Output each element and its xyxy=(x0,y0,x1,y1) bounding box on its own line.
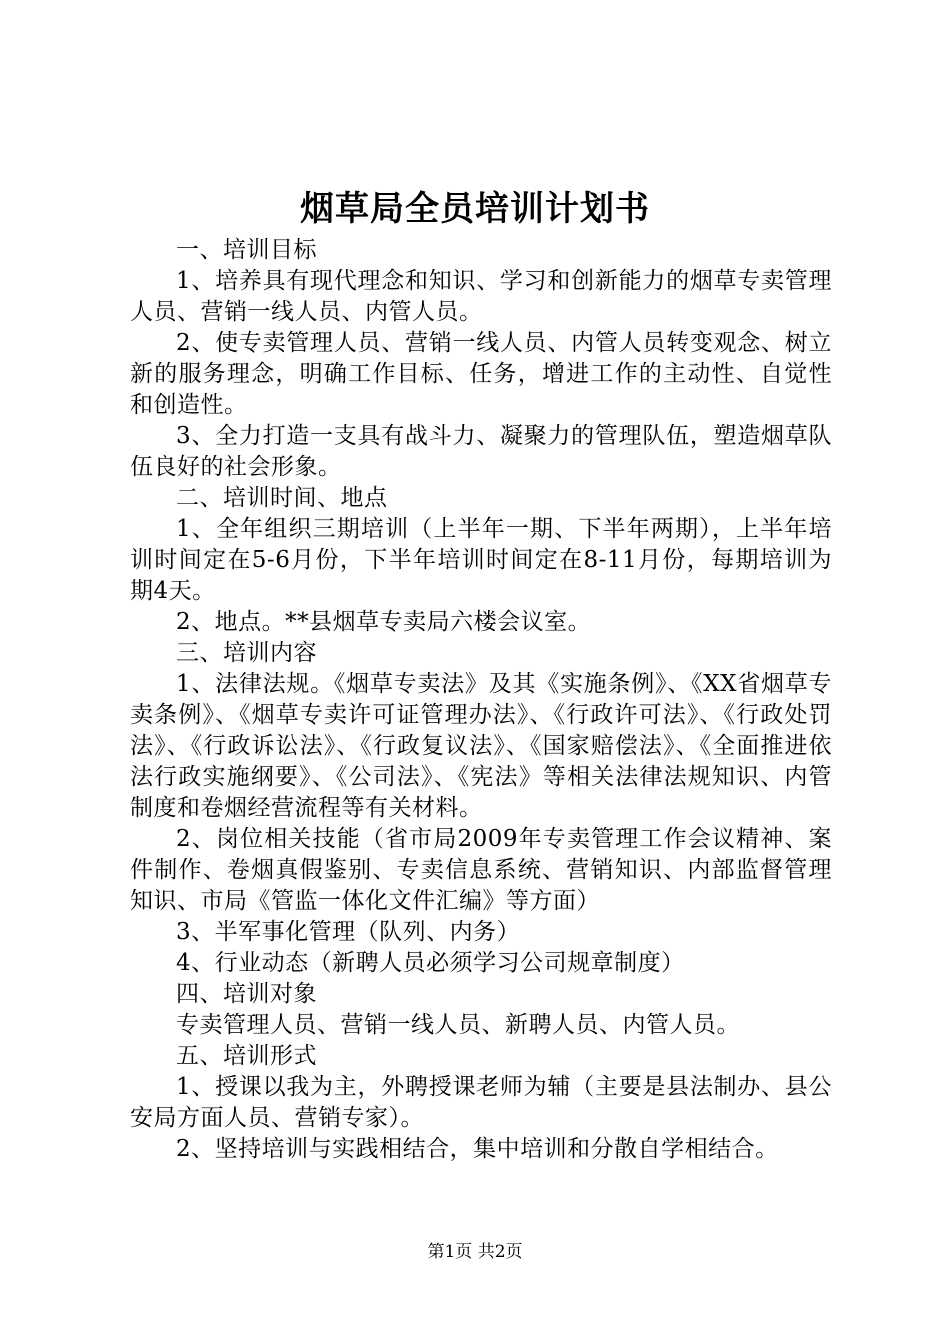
page-number-footer: 第1页 共2页 xyxy=(427,1242,523,1262)
paragraph: 专卖管理人员、营销一线人员、新聘人员、内管人员。 xyxy=(176,1012,740,1038)
section-heading-content: 三、培训内容 xyxy=(176,640,317,666)
document-body xyxy=(130,235,832,1165)
paragraph: 2、使专卖管理人员、营销一线人员、内管人员转变观念、树立新的服务理念，明确工作目标、任务，增进工作的主动性、自觉性和创造性。 xyxy=(130,330,832,418)
paragraph: 2、岗位相关技能（省市局2009年专卖管理工作会议精神、案件制作、卷烟真假鉴别、专卖信息系统、营销知识、内部监督管理知识、市局《管监一体化文件汇编》等方面） xyxy=(130,826,832,914)
document-title: 烟草局全员培训计划书 xyxy=(300,189,650,229)
paragraph: 3、半军事化管理（队列、内务） xyxy=(176,919,521,945)
paragraph: 1、全年组织三期培训（上半年一期、下半年两期），上半年培训时间定在5-6月份，下半年培训时间定在8-11月份，每期培训为期4天。 xyxy=(130,516,832,604)
section-heading-time-place: 二、培训时间、地点 xyxy=(176,485,388,511)
paragraph: 1、授课以我为主，外聘授课老师为辅（主要是县法制办、县公安局方面人员、营销专家）。 xyxy=(130,1074,832,1131)
paragraph: 2、坚持培训与实践相结合，集中培训和分散自学相结合。 xyxy=(176,1136,779,1162)
section-heading-audience: 四、培训对象 xyxy=(176,981,317,1007)
paragraph: 1、培养具有现代理念和知识、学习和创新能力的烟草专卖管理人员、营销一线人员、内管人员。 xyxy=(130,268,832,325)
section-heading-format: 五、培训形式 xyxy=(176,1043,317,1069)
paragraph: 4、行业动态（新聘人员必须学习公司规章制度） xyxy=(176,950,685,976)
paragraph: 3、全力打造一支具有战斗力、凝聚力的管理队伍，塑造烟草队伍良好的社会形象。 xyxy=(130,423,832,480)
section-heading-objectives: 一、培训目标 xyxy=(176,237,317,263)
paragraph: 1、法律法规。《烟草专卖法》及其《实施条例》、《XX省烟草专卖条例》、《烟草专卖许可证管理办法》、《行政许可法》、《行政处罚法》、《行政诉讼法》、《行政复议法》、《国家赔偿法》、《全面推进依法行政实施纲要》、《公司法》、《宪法》等相关法律法规知识、内管制度和卷烟经营流程等有关材料。 xyxy=(130,671,832,821)
paragraph: 2、地点。**县烟草专卖局六楼会议室。 xyxy=(176,609,592,635)
